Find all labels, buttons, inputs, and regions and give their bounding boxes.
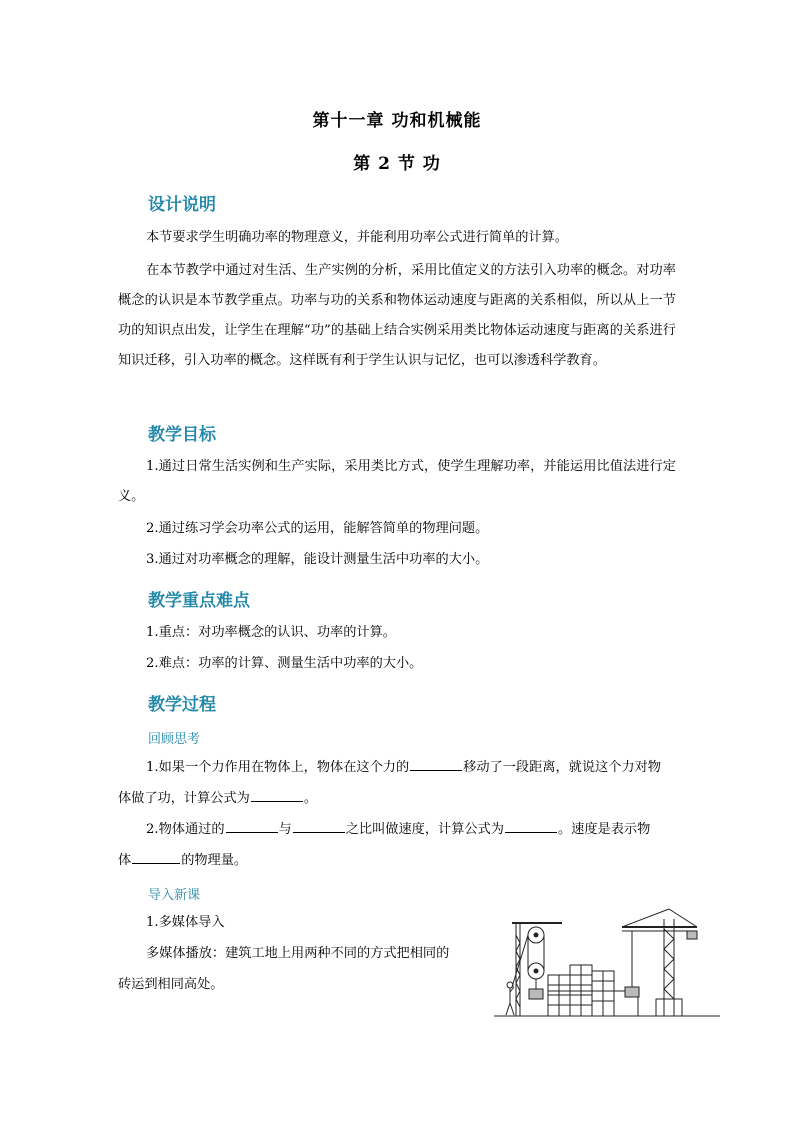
answer-blank[interactable] xyxy=(410,758,462,771)
answer-blank[interactable] xyxy=(251,789,303,802)
chapter-title: 第十一章 功和机械能 xyxy=(312,111,482,131)
keypoints-heading: 教学重点难点 xyxy=(148,591,250,611)
question-1-line-2: 体做了功，计算公式为 。 xyxy=(118,791,318,806)
goals-heading: 教学目标 xyxy=(148,425,216,445)
keypoint-item-2: 2.难点：功率的计算、测量生活中功率的大小。 xyxy=(146,656,423,671)
goal-item-2: 2.通过练习学会功率公式的运用，能解答简单的物理问题。 xyxy=(146,521,489,536)
media-title: 1.多媒体导入 xyxy=(146,915,225,930)
section-title: 第 2 节 功 xyxy=(353,154,441,174)
process-heading: 教学过程 xyxy=(148,695,216,715)
goal-item-1: 1.通过日常生活实例和生产实际，采用类比方式，使学生理解功率，并能运用比值法进行定义。 xyxy=(118,459,676,504)
question-2-line-2: 体 的物理量。 xyxy=(118,853,248,868)
review-heading: 回顾思考 xyxy=(148,732,201,747)
answer-blank[interactable] xyxy=(293,820,345,833)
construction-site-illustration xyxy=(492,905,722,1020)
media-line-2: 砖运到相同高处。 xyxy=(118,977,224,992)
answer-blank[interactable] xyxy=(226,820,278,833)
question-2-line-1: 2.物体通过的 与 之比叫做速度，计算公式为 。速度是表示物 xyxy=(146,822,651,837)
design-heading: 设计说明 xyxy=(148,195,216,215)
answer-blank[interactable] xyxy=(132,851,180,864)
keypoint-item-1: 1.重点：对功率概念的认识、功率的计算。 xyxy=(146,625,396,640)
design-paragraph-1: 本节要求学生明确功率的物理意义，并能利用功率公式进行简单的计算。 xyxy=(146,230,568,245)
answer-blank[interactable] xyxy=(505,820,557,833)
question-1-line-1: 1.如果一个力作用在物体上，物体在这个力的 移动了一段距离，就说这个力对物 xyxy=(146,760,661,775)
design-paragraph-2: 在本节教学中通过对生活、生产实例的分析，采用比值定义的方法引入功率的概念。对功率概念的认识是本节教学重点。功率与功的关系和物体运动速度与距离的关系相似，所以从上一节功的知识点出发，让学生在理解“功”的基础上结合实例采用类比物体运动速度与距离的关系进行知识迁移，引入功率的概念。这样既有利于学生认识与记忆，也可以渗透科学教育。 xyxy=(118,263,676,368)
media-line-1: 多媒体播放：建筑工地上用两种不同的方式把相同的 xyxy=(146,946,450,961)
goal-item-3: 3.通过对功率概念的理解，能设计测量生活中功率的大小。 xyxy=(146,552,489,567)
intro-heading: 导入新课 xyxy=(148,888,201,903)
